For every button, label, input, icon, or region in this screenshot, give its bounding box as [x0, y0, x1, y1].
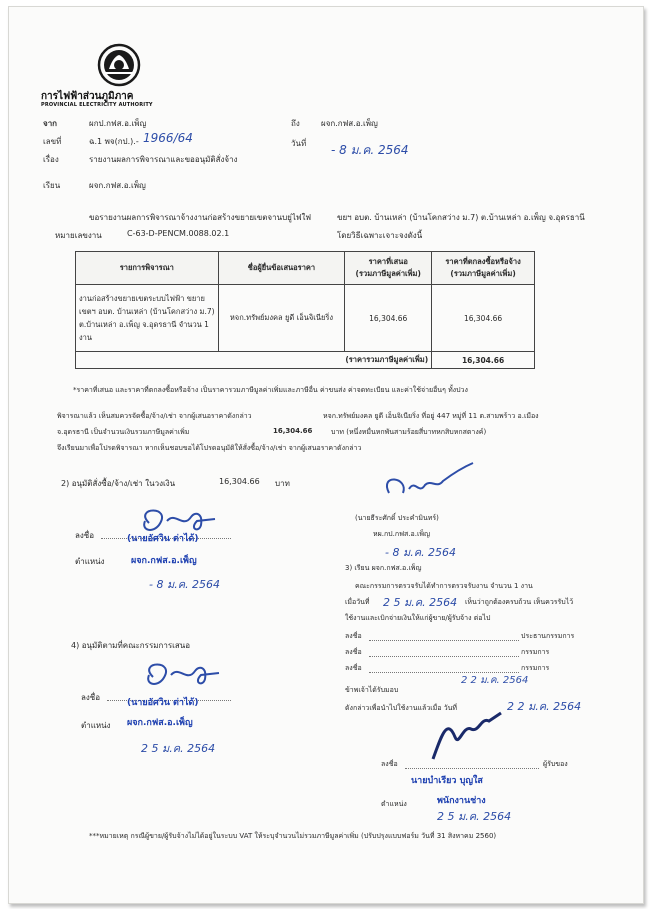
vendor-cell: หจก.ทรัพย์มงคล ยูดี เอ็นจิเนียริ่ง [218, 285, 345, 352]
offered-cell: 16,304.66 [345, 285, 432, 352]
subject-label: เรื่อง [43, 155, 59, 164]
approve2-sign-label: ลงชื่อ [75, 531, 95, 540]
consider-line1b: หจก.ทรัพย์มงคล ยูดี เอ็นจิเนียริ่ง ที่อยู่ 447 หมู่ที่ 11 ต.สามพร้าว อ.เมือง [323, 412, 539, 420]
number-handwritten: 1966/64 [143, 131, 193, 145]
receiver-signature-icon [427, 707, 507, 767]
receiver-sign-label: ลงชื่อ [381, 760, 398, 768]
pea-logo-icon [97, 43, 141, 87]
proposer-signature-icon [369, 459, 479, 509]
consider-line1a: พิจารณาแล้ว เห็นสมควรจัดซื้อ/จ้าง/เช่า จากผู้เสนอราคาดังกล่าว [57, 412, 252, 420]
chair-role: ประธานกรรมการ [521, 632, 575, 640]
agreed-cell: 16,304.66 [432, 285, 535, 352]
subject-value: รายงานผลการพิจารณาและขออนุมัติสั่งจ้าง [89, 155, 238, 164]
document-page [8, 6, 644, 904]
org-name-en: PROVINCIAL ELECTRICITY AUTHORITY [41, 102, 153, 108]
section3-line2a: เมื่อวันที่ [345, 598, 370, 606]
approve2-date: - 8 ม.ค. 2564 [149, 578, 221, 591]
approve4-date: 2 5 ม.ค. 2564 [141, 742, 216, 755]
member1-sign-line [369, 647, 519, 657]
proposer-date: - 8 ม.ค. 2564 [385, 546, 457, 559]
member2-sign-line [369, 663, 519, 673]
consider-amount: 16,304.66 [273, 427, 313, 435]
approve4-position-label: ตำแหน่ง [81, 721, 111, 730]
proposer-position: หผ.กป.กฟส.อ.เพ็ญ [373, 530, 430, 538]
job-number-label: หมายเลขงาน [55, 231, 102, 240]
receiver-role: ผู้รับของ [543, 760, 568, 768]
col-offered-header: ราคาที่เสนอ (รวมภาษีมูลค่าเพิ่ม) [345, 252, 432, 285]
approve2-label: 2) อนุมัติสั่งซื้อ/จ้าง/เช่า ในวงเงิน [61, 479, 176, 488]
receiver-line: ข้าพเจ้าได้รับมอบ [345, 686, 399, 694]
to-value: ผจก.กฟส.อ.เพ็ญ [321, 119, 378, 128]
total-value: 16,304.66 [432, 352, 535, 369]
footnote: ***หมายเหตุ กรณีผู้ขาย/ผู้รับจ้างไม่ได้อยู่ในระบบ VAT ให้ระบุจำนวนไม่รวมภาษีมูลค่าเพิ่ม (ปรับปรุงแบบฟอร์ม วันที่ 31 สิงหาคม 2560) [89, 832, 497, 840]
consider-line3: จึงเรียนมาเพื่อโปรดพิจารณา หากเห็นชอบขอได้โปรดอนุมัติให้สั่งซื้อ/จ้าง/เช่า จากผู้เสนอราคาดังกล่าว [57, 444, 362, 452]
from-label: จาก [43, 119, 58, 128]
to-label: ถึง [291, 119, 300, 128]
price-table [75, 251, 535, 369]
section3-line3: ใช้งานและเบิกจ่ายเงินให้แก่ผู้ขาย/ผู้รับจ้าง ต่อไป [345, 614, 491, 622]
deliver-date: 2 2 ม.ค. 2564 [507, 700, 582, 713]
from-value: ผกป.กฟส.อ.เพ็ญ [89, 119, 147, 128]
section3-dear: 3) เรียน ผจก.กฟส.อ.เพ็ญ [345, 564, 422, 572]
approve4-position-stamp: ผจก.กฟส.อ.เพ็ญ [127, 718, 193, 728]
inspection-date: 2 5 ม.ค. 2564 [383, 596, 458, 609]
section3-line2b: เห็นว่าถูกต้องครบถ้วน เห็นควรรับไว้ [465, 598, 574, 606]
org-name-th: การไฟฟ้าส่วนภูมิภาค [41, 91, 134, 102]
chair-sign-label: ลงชื่อ [345, 632, 362, 640]
member2-sign-label: ลงชื่อ [345, 664, 362, 672]
col-item-header: รายการพิจารณา [76, 252, 219, 285]
deliver-line: ดังกล่าวเพื่อนำไปใช้งานแล้วเมื่อ วันที่ [345, 704, 458, 712]
intro-line1b: ขยฯ อบต. บ้านเหล่า (บ้านโคกสว่าง ม.7) ต.บ้านเหล่า อ.เพ็ญ จ.อุดรธานี [337, 213, 585, 222]
receiver-date: 2 5 ม.ค. 2564 [437, 810, 512, 823]
member1-role: กรรมการ [521, 648, 550, 656]
table-row [76, 285, 535, 352]
item-cell: งานก่อสร้างขยายเขตระบบไฟฟ้า ขยายเขตฯ อบต. บ้านเหล่า (บ้านโคกสว่าง ม.7) ต.บ้านเหล่า อ.เพ็ญ จ.อุดรธานี จำนวน 1 งาน [76, 285, 219, 352]
receiver-name-stamp: นายบำเรียว บุญใส [411, 776, 483, 786]
total-label: (ราคารวมภาษีมูลค่าเพิ่ม) [76, 352, 432, 369]
table-header-row [76, 252, 535, 285]
method-text: โดยวิธีเฉพาะเจาะจงดังนี้ [337, 231, 423, 240]
number-value: ฉ.1 พจ(กป.).- [89, 137, 139, 146]
approve2-position-stamp: ผจก.กฟส.อ.เพ็ญ [131, 556, 197, 566]
approve4-label: 4) อนุมัติตามที่คณะกรรมการเสนอ [71, 641, 191, 650]
price-note: *ราคาที่เสนอ และราคาที่ตกลงซื้อหรือจ้าง เป็นราคารวมภาษีมูลค่าเพิ่มและภาษีอื่น ค่าขนส่ง ค่าจดทะเบียน และค่าใช้จ่ายอื่นๆ ทั้งปวง [73, 386, 468, 394]
intro-line1a: ขอรายงานผลการพิจารณาจ้างงานก่อสร้างขยายเขตจานบยู่ไฟใฟ [89, 213, 312, 222]
proposer-name: (นายธีระศักดิ์ ประคำมินทร์) [355, 514, 439, 522]
number-label: เลขที่ [43, 137, 62, 146]
committee-date: 2 2 ม.ค. 2564 [461, 675, 529, 686]
approver4-signature-icon [133, 655, 233, 693]
approve2-amount: 16,304.66 [219, 477, 260, 486]
job-number-value: C-63-D-PENCM.0088.02.1 [127, 229, 230, 238]
col-agreed-header: ราคาที่ตกลงซื้อหรือจ้าง (รวมภาษีมูลค่าเพิ่ม) [432, 252, 535, 285]
receiver-sign-line [405, 759, 539, 769]
receiver-position-label: ตำแหน่ง [381, 800, 407, 808]
consider-line2a: จ.อุดรธานี เป็นจำนวนเงินรวมภาษีมูลค่าเพิ่ม [57, 428, 190, 436]
approve2-unit: บาท [275, 479, 290, 488]
approve4-name-stamp: (นายอัศวิน ต่าได้) [127, 698, 199, 708]
dear-value: ผจก.กฟส.อ.เพ็ญ [89, 181, 146, 190]
approve2-name-stamp: (นายอัศวิน ต่าได้) [127, 534, 199, 544]
chair-sign-line [369, 631, 519, 641]
section3-line1: คณะกรรมการตรวจรับได้ทำการตรวจรับงาน จำนวน 1 งาน [355, 582, 533, 590]
col-vendor-header: ชื่อผู้ยื่นข้อเสนอราคา [218, 252, 345, 285]
member1-sign-label: ลงชื่อ [345, 648, 362, 656]
approve4-sign-label: ลงชื่อ [81, 693, 101, 702]
receiver-position-stamp: พนักงานช่าง [437, 796, 486, 806]
date-label: วันที่ [291, 139, 307, 148]
member2-role: กรรมการ [521, 664, 550, 672]
date-handwritten: - 8 ม.ค. 2564 [331, 143, 409, 157]
approve2-position-label: ตำแหน่ง [75, 557, 105, 566]
dear-label: เรียน [43, 181, 61, 190]
table-total-row [76, 352, 535, 369]
consider-line2b: บาท (หนึ่งหมื่นหกพันสามร้อยสี่บาทหกสิบหกสตางค์) [331, 428, 487, 436]
